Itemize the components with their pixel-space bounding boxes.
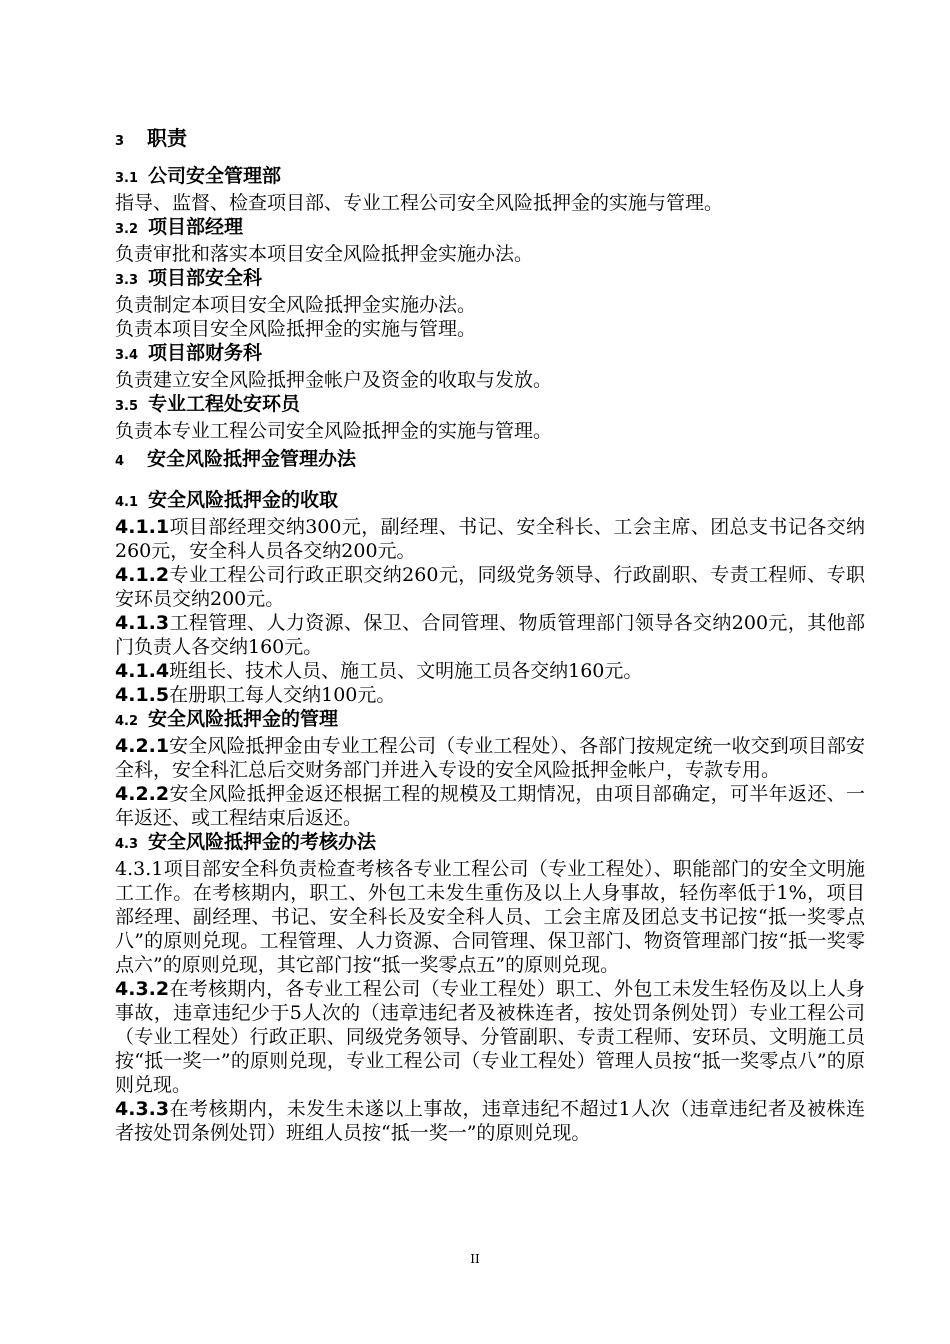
clause-number: 4.2.2 bbox=[115, 783, 170, 805]
document-body bbox=[115, 120, 865, 1145]
subsection-heading bbox=[115, 164, 865, 191]
clause-text: 项目部经理交纳300元，副经理、书记、安全科长、工会主席、团总支书记各交纳260元，安全科人员各交纳200元。 bbox=[115, 516, 865, 562]
section-title: 安全风险抵押金的收取 bbox=[148, 489, 339, 511]
clause-paragraph bbox=[115, 611, 865, 659]
subsection-heading bbox=[115, 341, 865, 368]
clause-text: 安全风险抵押金返还根据工程的规模及工期情况，由项目部确定，可半年返还、一年返还、或工程结束后返还。 bbox=[115, 783, 865, 829]
paragraph: 指导、监督、检查项目部、专业工程公司安全风险抵押金的实施与管理。 bbox=[115, 192, 724, 214]
clause-number: 4.1.5 bbox=[115, 684, 170, 706]
clause-number: 4.1.3 bbox=[115, 612, 170, 634]
clause-text: 项目部安全科负责检查考核各专业工程公司（专业工程处）、职能部门的安全文明施工工作。在考核期内，职工、外包工未发生重伤及以上人身事故，轻伤率低于1%，项目部经理、副经理、书记、安全科长及安全科人员、工会主席及团总支书记按“抵一奖零点八”的原则兑现。工程管理、人力资源、合同管理、保卫部门、物资管理部门按“抵一奖零点六”的原则兑现，其它部门按“抵一奖零点五”的原则兑现。 bbox=[115, 858, 865, 976]
paragraph: 负责审批和落实本项目安全风险抵押金实施办法。 bbox=[115, 243, 534, 265]
paragraph: 负责本专业工程公司安全风险抵押金的实施与管理。 bbox=[115, 420, 553, 442]
subsection-heading bbox=[115, 488, 865, 515]
clause-text: 安全风险抵押金由专业工程公司（专业工程处）、各部门按规定统一收交到项目部安全科，安全科汇总后交财务部门并进入专设的安全风险抵押金帐户，专款专用。 bbox=[115, 735, 865, 781]
subsection-heading bbox=[115, 215, 865, 242]
section-heading bbox=[115, 124, 865, 156]
section-number: 4 bbox=[115, 454, 125, 469]
clause-number: 4.2.1 bbox=[115, 735, 170, 757]
section-title: 安全风险抵押金的考核办法 bbox=[148, 831, 377, 853]
clause-text: 在考核期内，未发生未遂以上事故，违章违纪不超过1人次（违章违纪者及被株连者按处罚条例处罚）班组人员按“抵一奖一”的原则兑现。 bbox=[115, 1098, 865, 1144]
section-title: 项目部经理 bbox=[148, 216, 244, 238]
clause-number: 4.3.1 bbox=[115, 858, 164, 880]
subsection-heading bbox=[115, 830, 865, 857]
section-title: 项目部安全科 bbox=[148, 267, 263, 289]
clause-paragraph bbox=[115, 683, 865, 707]
clause-paragraph bbox=[115, 782, 865, 830]
section-title: 专业工程处安环员 bbox=[148, 393, 301, 415]
section-number: 4.1 bbox=[115, 495, 139, 510]
section-title: 职责 bbox=[147, 126, 187, 150]
subsection-heading bbox=[115, 266, 865, 293]
clause-number: 4.1.2 bbox=[115, 564, 170, 586]
section-number: 4.2 bbox=[115, 714, 139, 729]
section-number: 4.3 bbox=[115, 837, 139, 852]
clause-number: 4.3.2 bbox=[115, 978, 170, 1000]
clause-text: 专业工程公司行政正职交纳260元，同级党务领导、行政副职、专责工程师、专职安环员交纳200元。 bbox=[115, 564, 865, 610]
clause-number: 4.3.3 bbox=[115, 1098, 170, 1120]
clause-paragraph bbox=[115, 857, 865, 977]
page-number: II bbox=[470, 1252, 480, 1266]
clause-number: 4.1.4 bbox=[115, 660, 170, 682]
subsection-heading bbox=[115, 707, 865, 734]
section-title: 安全风险抵押金管理办法 bbox=[147, 448, 357, 470]
section-title: 公司安全管理部 bbox=[148, 165, 282, 187]
paragraph: 负责制定本项目安全风险抵押金实施办法。 bbox=[115, 294, 477, 316]
clause-paragraph bbox=[115, 515, 865, 563]
clause-paragraph bbox=[115, 977, 865, 1097]
clause-text: 工程管理、人力资源、保卫、合同管理、物质管理部门领导各交纳200元，其他部门负责人各交纳160元。 bbox=[115, 612, 865, 658]
clause-number: 4.1.1 bbox=[115, 516, 170, 538]
clause-text: 在册职工每人交纳100元。 bbox=[169, 684, 396, 706]
section-heading bbox=[115, 445, 865, 476]
section-number: 3.4 bbox=[115, 348, 139, 363]
clause-paragraph bbox=[115, 734, 865, 782]
paragraph: 负责本项目安全风险抵押金的实施与管理。 bbox=[115, 318, 477, 340]
section-title: 项目部财务科 bbox=[148, 342, 263, 364]
section-number: 3.1 bbox=[115, 171, 139, 186]
section-number: 3 bbox=[115, 134, 125, 149]
subsection-heading bbox=[115, 392, 865, 419]
clause-text: 班组长、技术人员、施工员、文明施工员各交纳160元。 bbox=[169, 660, 643, 682]
section-title: 安全风险抵押金的管理 bbox=[148, 708, 339, 730]
section-number: 3.3 bbox=[115, 273, 139, 288]
clause-paragraph bbox=[115, 1097, 865, 1145]
section-number: 3.5 bbox=[115, 399, 139, 414]
paragraph: 负责建立安全风险抵押金帐户及资金的收取与发放。 bbox=[115, 369, 553, 391]
clause-paragraph bbox=[115, 563, 865, 611]
section-number: 3.2 bbox=[115, 222, 139, 237]
clause-text: 在考核期内，各专业工程公司（专业工程处）职工、外包工未发生轻伤及以上人身事故，违章违纪少于5人次的（违章违纪者及被株连者，按处罚条例处罚）专业工程公司（专业工程处）行政正职、同级党务领导、分管副职、专责工程师、安环员、文明施工员按“抵一奖一”的原则兑现，专业工程公司（专业工程处）管理人员按“抵一奖零点八”的原则兑现。 bbox=[115, 978, 865, 1096]
clause-paragraph bbox=[115, 659, 865, 683]
